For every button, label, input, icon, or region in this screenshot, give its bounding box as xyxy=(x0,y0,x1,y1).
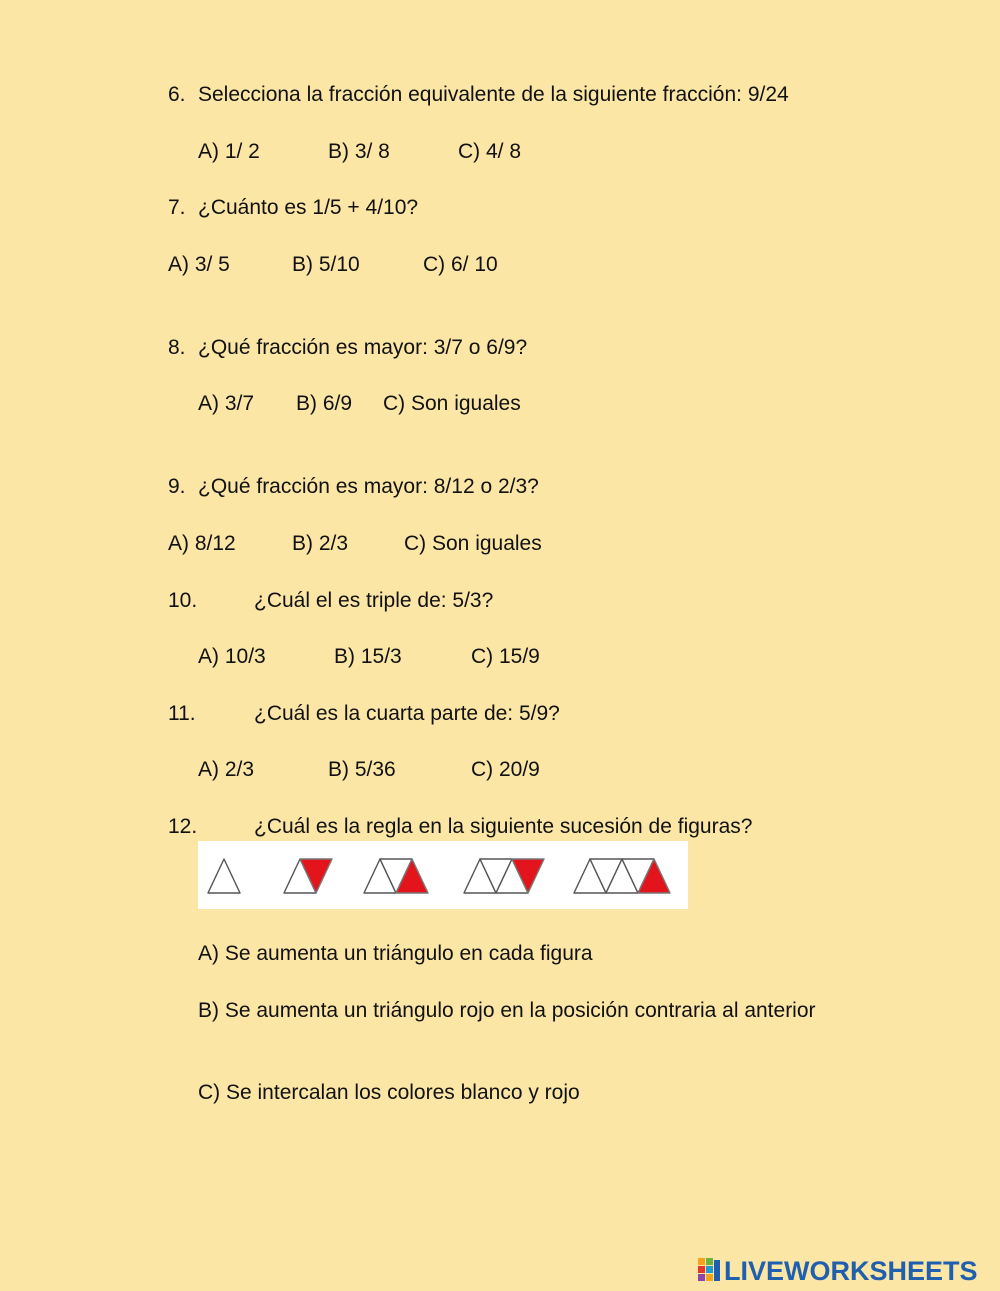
question-text: Selecciona la fracción equivalente de la siguiente fracción: 9/24 xyxy=(198,83,789,106)
question-number: 6. xyxy=(168,83,186,106)
option-b[interactable]: B) 6/9 xyxy=(296,392,353,415)
option-a[interactable]: A) 10/3 xyxy=(198,645,266,668)
question-11 xyxy=(168,702,560,726)
option-b[interactable]: B) 2/3 xyxy=(292,532,349,555)
option-c[interactable]: C) Son iguales xyxy=(383,392,521,415)
liveworksheets-logo-text: LIVEWORKSHEETS xyxy=(724,1255,978,1286)
figure-1-triangle-1 xyxy=(208,859,240,893)
option-12-b[interactable]: B) Se aumenta un triángulo rojo en la posición contraria al anterior xyxy=(198,999,816,1022)
question-9 xyxy=(168,475,539,499)
question-number: 11. xyxy=(168,702,196,725)
question-12 xyxy=(168,815,753,839)
question-number: 12. xyxy=(168,815,198,838)
question-text: ¿Cuál es la regla en la siguiente sucesión de figuras? xyxy=(254,815,753,838)
option-12-c[interactable]: C) Se intercalan los colores blanco y rojo xyxy=(198,1081,580,1104)
question-10 xyxy=(168,589,494,613)
option-c[interactable]: C) 4/ 8 xyxy=(458,140,522,163)
option-b[interactable]: B) 15/3 xyxy=(334,645,402,668)
question-text: ¿Qué fracción es mayor: 3/7 o 6/9? xyxy=(198,336,528,359)
question-number: 8. xyxy=(168,336,186,359)
option-a[interactable]: A) 3/ 5 xyxy=(168,253,230,276)
option-c[interactable]: C) Son iguales xyxy=(404,532,542,555)
option-a[interactable]: A) 8/12 xyxy=(168,532,236,555)
question-number: 9. xyxy=(168,475,186,498)
option-a[interactable]: A) 3/7 xyxy=(198,392,255,415)
question-text: ¿Qué fracción es mayor: 8/12 o 2/3? xyxy=(198,475,539,498)
option-12-a[interactable]: A) Se aumenta un triángulo en cada figura xyxy=(198,942,593,965)
question-8 xyxy=(168,336,528,360)
triangle-sequence-figure xyxy=(198,841,688,909)
liveworksheets-logo xyxy=(698,1256,978,1286)
option-b[interactable]: B) 3/ 8 xyxy=(328,140,390,163)
option-c[interactable]: C) 6/ 10 xyxy=(423,253,498,276)
question-7 xyxy=(168,196,419,220)
option-b[interactable]: B) 5/36 xyxy=(328,758,396,781)
option-c[interactable]: C) 15/9 xyxy=(471,645,540,668)
question-text: ¿Cuál el es triple de: 5/3? xyxy=(254,589,494,612)
question-6 xyxy=(168,83,789,107)
liveworksheets-logo-icon xyxy=(698,1258,722,1284)
option-a[interactable]: A) 2/3 xyxy=(198,758,255,781)
question-text: ¿Cuánto es 1/5 + 4/10? xyxy=(198,196,419,219)
question-text: ¿Cuál es la cuarta parte de: 5/9? xyxy=(254,702,560,725)
question-number: 10. xyxy=(168,589,198,612)
option-c[interactable]: C) 20/9 xyxy=(471,758,540,781)
option-b[interactable]: B) 5/10 xyxy=(292,253,360,276)
option-a[interactable]: A) 1/ 2 xyxy=(198,140,260,163)
question-number: 7. xyxy=(168,196,186,219)
